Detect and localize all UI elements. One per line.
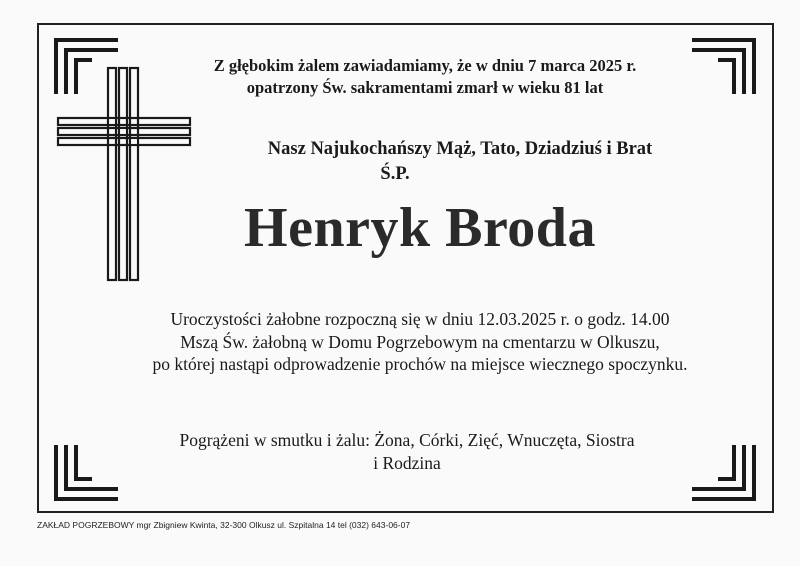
- relation-line: Nasz Najukochańszy Mąż, Tato, Dziadziuś i Brat: [267, 139, 653, 159]
- deceased-name: Henryk Broda: [244, 197, 596, 259]
- ceremony-line-2: Mszą Św. żałobną w Domu Pogrzebowym na cmentarzu w Olkuszu,: [180, 332, 660, 352]
- mourners-line-2: i Rodzina: [373, 453, 441, 473]
- funeral-home-footer: ZAKŁAD POGRZEBOWY mgr Zbigniew Kwinta, 32-300 Olkusz ul. Szpitalna 14 tel (032) 643-06-07: [37, 520, 411, 530]
- mourners-line-1: Pogrążeni w smutku i żalu: Żona, Córki, Zięć, Wnuczęta, Siostra: [179, 430, 635, 450]
- ceremony-line-3: po której nastąpi odprowadzenie prochów na miejsce wiecznego spoczynku.: [152, 354, 688, 374]
- honorific: Ś.P.: [380, 164, 410, 184]
- intro-line-2: opatrzony Św. sakramentami zmarł w wieku 81 lat: [246, 78, 604, 97]
- ceremony-line-1: Uroczystości żałobne rozpoczną się w dniu 12.03.2025 r. o godz. 14.00: [170, 309, 670, 329]
- intro-line-1: Z głębokim żalem zawiadamiamy, że w dniu 7 marca 2025 r.: [213, 56, 637, 75]
